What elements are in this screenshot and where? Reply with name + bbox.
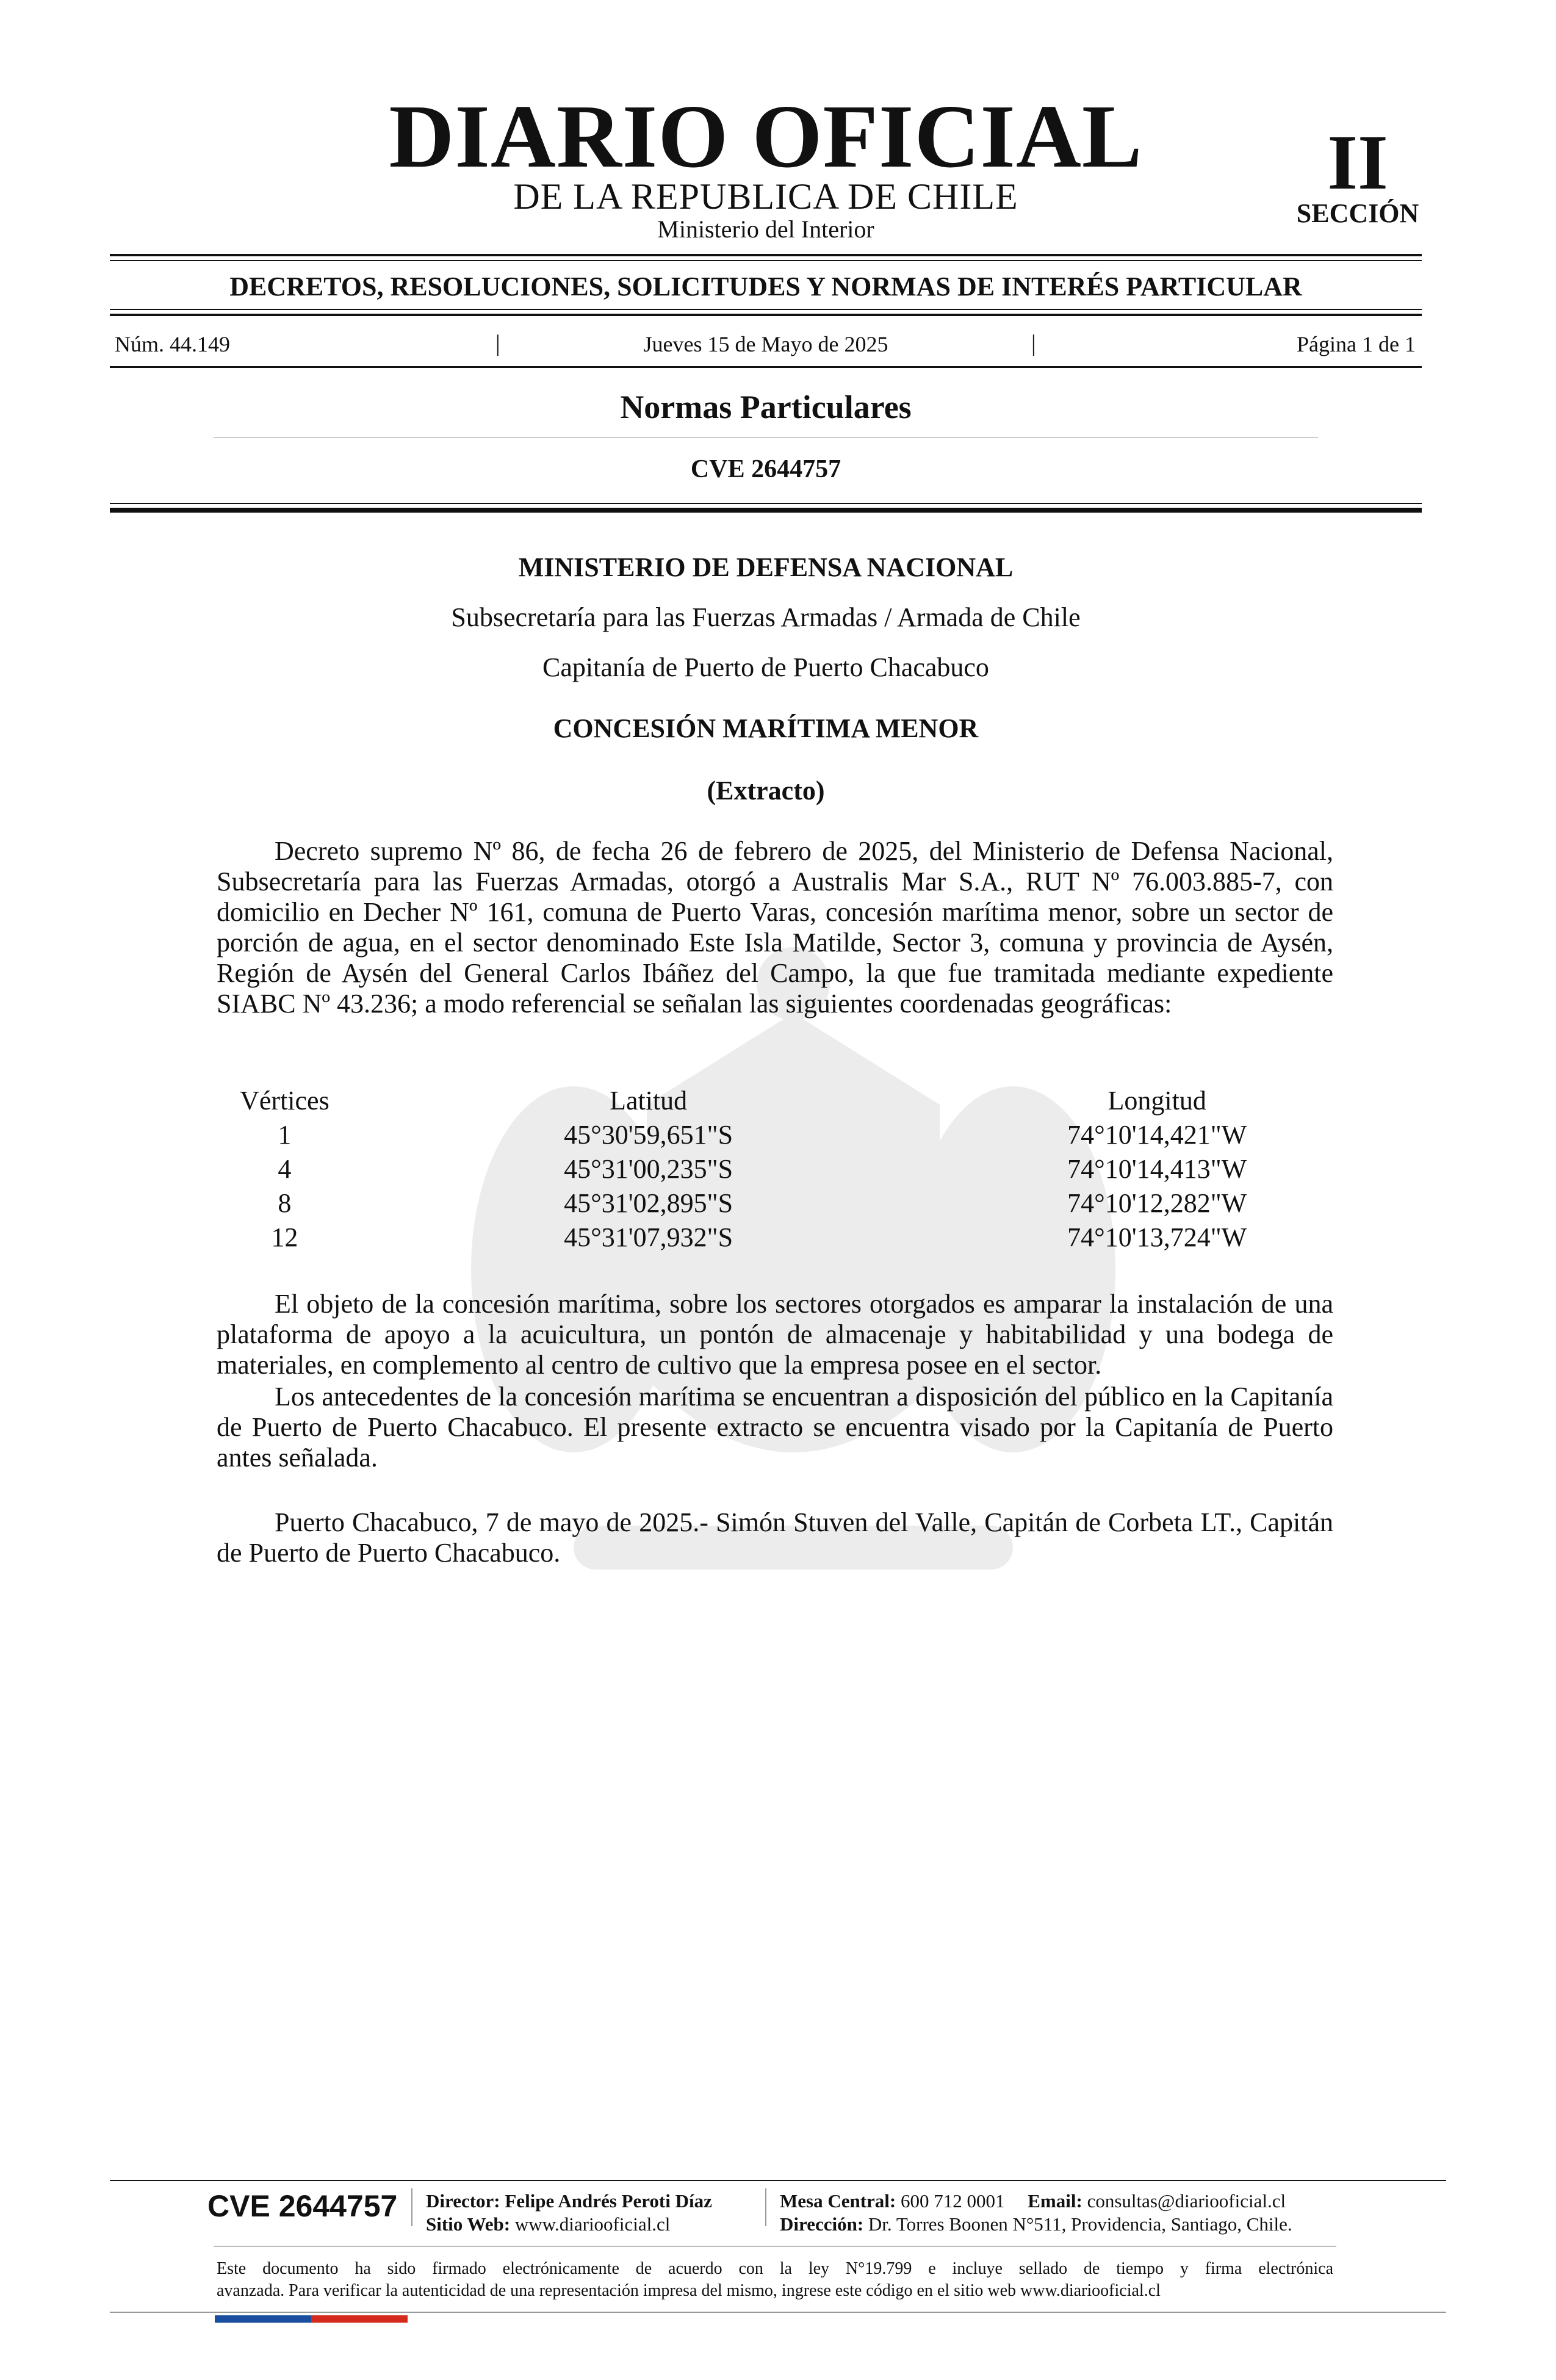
top-rule xyxy=(110,254,1422,256)
table-header-row xyxy=(217,1084,1333,1118)
masthead-ministry: Ministerio del Interior xyxy=(657,215,874,243)
latitude-cell: 45°31'02,895"S xyxy=(564,1188,733,1218)
footer-top-rule xyxy=(110,2180,1446,2181)
section-number: II xyxy=(1327,119,1388,206)
section-title: Normas Particulares xyxy=(620,389,912,425)
issue-page: Página 1 de 1 xyxy=(1297,332,1416,356)
top-rule-thin xyxy=(110,260,1422,261)
vertex-cell: 4 xyxy=(278,1154,292,1184)
header-longitude: Longitud xyxy=(1108,1086,1206,1116)
body-ministry: MINISTERIO DE DEFENSA NACIONAL xyxy=(518,552,1014,582)
table-row xyxy=(217,1221,1333,1255)
cve-rule xyxy=(110,508,1422,513)
document-title: CONCESIÓN MARÍTIMA MENOR xyxy=(553,713,979,743)
footer-contact xyxy=(780,2190,1286,2213)
director-label: Director: xyxy=(426,2190,500,2212)
email-label: Email: xyxy=(1028,2190,1082,2212)
footer-bottom-rule xyxy=(110,2312,1446,2313)
issue-separator: | xyxy=(1031,331,1036,356)
section-divider xyxy=(214,437,1318,438)
body-capitania: Capitanía de Puerto de Puerto Chacabuco xyxy=(542,652,989,682)
issue-date: Jueves 15 de Mayo de 2025 xyxy=(643,332,888,356)
cve-rule-thin xyxy=(110,503,1422,504)
vertex-cell: 8 xyxy=(278,1188,292,1218)
phone-label: Mesa Central: xyxy=(780,2190,896,2212)
longitude-cell: 74°10'13,724"W xyxy=(1067,1222,1247,1252)
table-row xyxy=(217,1186,1333,1221)
footer-address xyxy=(780,2213,1292,2236)
latitude-cell: 45°31'07,932"S xyxy=(564,1222,733,1252)
masthead-title: DIARIO OFICIAL xyxy=(389,87,1143,187)
longitude-cell: 74°10'12,282"W xyxy=(1067,1188,1247,1218)
band-rule xyxy=(110,314,1422,316)
coordinates-table xyxy=(217,1084,1333,1255)
director-name: Felipe Andrés Peroti Díaz xyxy=(505,2190,712,2212)
section-cve: CVE 2644757 xyxy=(690,455,841,483)
paragraph-records: Los antecedentes de la concesión marítima se encuentran a disposición del público en la Capitanía de Puerto de Puerto Chacabuco. El presente extracto se encuentra visado por la Capitanía de Puerto antes señalada. xyxy=(217,1382,1333,1473)
longitude-cell: 74°10'14,413"W xyxy=(1067,1154,1247,1184)
section-label: SECCIÓN xyxy=(1296,198,1419,228)
phone-value: 600 712 0001 xyxy=(901,2190,1005,2212)
flag-stripe-blue xyxy=(215,2315,311,2323)
footer-legal-note-line2: avanzada. Para verificar la autenticidad de una representación impresa del mismo, ingrese este código en el sitio web www.diariooficial.cl xyxy=(217,2281,1161,2300)
email-link[interactable]: consultas@diariooficial.cl xyxy=(1087,2190,1286,2212)
vertex-cell: 1 xyxy=(278,1120,292,1150)
issue-rule xyxy=(110,366,1422,368)
longitude-cell: 74°10'14,421"W xyxy=(1067,1120,1247,1150)
footer-divider xyxy=(411,2188,412,2226)
website-link[interactable]: www.diariooficial.cl xyxy=(514,2213,671,2235)
latitude-cell: 45°30'59,651"S xyxy=(564,1120,733,1150)
address-value: Dr. Torres Boonen N°511, Providencia, Santiago, Chile. xyxy=(868,2213,1292,2235)
band-title: DECRETOS, RESOLUCIONES, SOLICITUDES Y NORMAS DE INTERÉS PARTICULAR xyxy=(229,272,1302,301)
document-subtitle: (Extracto) xyxy=(707,776,825,806)
footer-website xyxy=(426,2213,670,2236)
website-label: Sitio Web: xyxy=(426,2213,511,2235)
paragraph-decree: Decreto supremo Nº 86, de fecha 26 de febrero de 2025, del Ministerio de Defensa Nacional, Subsecretaría para las Fuerzas Armadas, otorgó a Australis Mar S.A., RUT Nº 76.003.885-7, con domicilio en Decher Nº 161, comuna de Puerto Varas, concesión marítima menor, sobre un sector de porción de agua, en el sector denominado Este Isla Matilde, Sector 3, comuna y provincia de Aysén, Región de Aysén del General Carlos Ibáñez del Campo, la que fue tramitada mediante expediente SIABC Nº 43.236; a modo referencial se señalan las siguientes coordenadas geográficas: xyxy=(217,836,1333,1019)
signature-paragraph: Puerto Chacabuco, 7 de mayo de 2025.- Simón Stuven del Valle, Capitán de Corbeta LT., Capitán de Puerto de Puerto Chacabuco. xyxy=(217,1507,1333,1568)
table-row xyxy=(217,1152,1333,1186)
body-subsecretariat: Subsecretaría para las Fuerzas Armadas / Armada de Chile xyxy=(451,602,1081,632)
paragraph-object: El objeto de la concesión marítima, sobre los sectores otorgados es amparar la instalación de una plataforma de apoyo a la acuicultura, un pontón de almacenaje y habitabilidad y una bodega de materiales, en complemento al centro de cultivo que la empresa posee en el sector. xyxy=(217,1289,1333,1380)
issue-number: Núm. 44.149 xyxy=(115,332,230,356)
latitude-cell: 45°31'00,235"S xyxy=(564,1154,733,1184)
band-rule-thin xyxy=(110,309,1422,310)
footer-director xyxy=(426,2190,712,2213)
table-row xyxy=(217,1118,1333,1152)
footer-legal-note-line1: Este documento ha sido firmado electrónicamente de acuerdo con la ley N°19.799 e incluye sellado de tiempo y firma electrónica xyxy=(217,2259,1333,2278)
footer-divider xyxy=(765,2188,766,2226)
header-vertices: Vértices xyxy=(240,1086,330,1116)
header-latitude: Latitud xyxy=(610,1086,688,1116)
address-label: Dirección: xyxy=(780,2213,864,2235)
vertex-cell: 12 xyxy=(271,1222,298,1252)
masthead-subtitle: DE LA REPUBLICA DE CHILE xyxy=(513,176,1018,217)
issue-separator: | xyxy=(495,331,500,356)
footer-cve: CVE 2644757 xyxy=(207,2189,398,2223)
footer-mid-rule xyxy=(214,2246,1336,2247)
flag-stripe-red xyxy=(311,2315,408,2323)
